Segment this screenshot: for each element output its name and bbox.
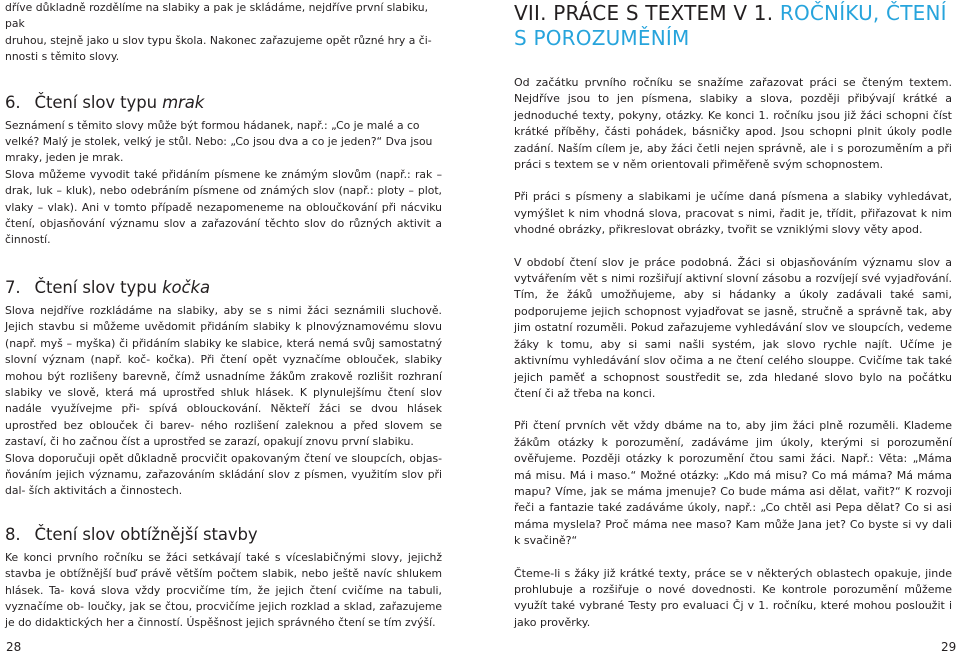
- section-8-number: 8.: [5, 524, 21, 544]
- right-paragraph-1: Od začátku prvního ročníku se snažíme zařazovat práci se čteným textem. Nejdříve jsou to jen písmena, slabiky a slova, později přibývají krátké a jednoduché texty, pokyny, otázky. Ke konci 1. ročníku jsou již žáci schopni číst krátké příběhy, části pohádek, básničky apod. Jsou schopni plnit úkoly podle zadání. Naším cílem je, aby žáci četli nejen správně, ale i s porozuměním a při práci s textem se v něm orientovali přiměřeně svým schopnostem.: [514, 76, 952, 172]
- section-7-number: 7.: [5, 277, 21, 297]
- section-7-paragraph-1: Slova nejdříve rozkládáme na slabiky, aby se s nimi žáci seznámili sluchově. Jejich stavbu si můžeme uvědomit přidáním slabiky k plnovýznamovému slovu (např. myš – myška) či přidáním slabiky ke slabice, která nemá svůj samostatný slovní význam (např. koč- kočka). Při čtení opět vyznačíme oblouček, slabiky mohou být rozlišeny barevně, čímž usnadníme žákům zrakově rozlišit rozhraní slabiky ve slově, která má uprostřed shluk hlásek. K plynulejšímu čtení slov nadále využívejme při- spívá oblouckování. Někteří žáci se dvou hlásek uprostřed bez oblouček či barev- ného rozlišení zaleknou a před slovem se zastaví, či ho začnou číst a uprostřed se zarazí, opakují znovu první slabiku.: [5, 303, 442, 449]
- chapter-title-part-a: VII.: [514, 1, 554, 25]
- section-7-title-prefix: Čtení slov typu: [34, 277, 163, 297]
- right-paragraph-3: V období čtení slov je práce podobná. Žáci si objasňováním významu slov a vytvářením vět s nimi rozšiřují aktivní slovní zásobu a rozvíjejí své vyjadřování. Tím, že žáků umožňujeme, aby si hádanky a úkoly zadávali také sami, podporujeme jejich schopnost vyjadřovat se jasně, stručně a správně tak, aby jim ostatní rozuměli. Pokud zařazujeme vyhledávání slov ve sloupcích, vedeme žáky k tomu, aby si sami našli systém, jak slovo rychle najít. Učíme je aktivnímu vyhledávání slov očima a ne čtení celého slouppe. Cvičíme tak také jejich paměť a schopnost soustředit se, zda hledané slovo bylo na počátku čtení či až třeba na konci.: [514, 255, 952, 400]
- intro-line-3: nnosti s těmito slovy.: [5, 50, 120, 64]
- right-page: [514, 0, 952, 631]
- chapter-title-part-b: PRÁCE S TEXTEM V 1.: [553, 1, 780, 25]
- page-number-right: 29: [941, 640, 957, 654]
- chapter-title-part-c: ROČNÍKU, ČTENÍ: [779, 1, 947, 25]
- right-paragraph-4: Při čtení prvních vět vždy dbáme na to, aby jim žáci plně rozuměli. Klademe žákům otázky k porozumění, zadáváme jim úkoly, kterými si porozumění ověřujeme. Později otázky k porozumění čtou sami žáci. Např.: Věta: „Máma má misu. Má i maso.“ Možné otázky: „Kdo má misu? Co má máma? Má máma mapu? Víme, jak se máma jmenuje? Co bude máma asi dělat, vařit?“ K rozvoji řeči a fantazie také zadáváme úkoly, např.: „Co chtěl asi Pepa dělat? Co si asi máma myslela? Proč máma nee maso? Kam může Jana jet? Co byste si vy dali k svačině?“: [514, 419, 952, 548]
- section-6-paragraph-2: Slova můžeme vyvodit také přidáním písmene ke známým slovům (např.: rak – drak, luk – kluk), nebo odebráním písmene od známých slov (např.: ploty – plot, vlaky – vlak). Ani v tomto případě nezapomeneme na obloučkování při nácviku čtení, objasňování významu slov a zařazování těchto slov do různých aktivit a činností.: [5, 167, 442, 247]
- section-6-heading: [5, 92, 442, 114]
- page-number-left: 28: [6, 640, 22, 654]
- intro-line-1: dříve důkladně rozdělíme na slabiky a pak je skládáme, nejdříve první slabiku, pak: [5, 1, 429, 31]
- right-paragraph-2: Při práci s písmeny a slabikami je učíme daná písmena a slabiky vyhledávat, vymýšlet k nim vhodná slova, pracovat s nimi, řadit je, třídit, přiřazovat k nim vhodné obrázky, přikreslovat obrázky, tvořit se vzniklými slovy věty apod.: [514, 190, 952, 237]
- left-page: [5, 0, 442, 632]
- section-8-heading: [5, 524, 442, 546]
- chapter-title-line-2: S POROZUMĚNÍM: [514, 26, 690, 50]
- section-8-paragraph-1: Ke konci prvního ročníku se žáci setkávají také s víceslabičnými slovy, jejichž stavba je obtížnější buď právě větším počtem slabik, nebo ještě navíc shlukem hlásek. Ta- ková slova vždy procvičíme tím, že jejich čtení cvičíme na tabuli, vyznačíme ob- loučky, jak se čtou, procvičíme jejich rozklad a sklad, zařazujeme je do didaktických her a činností. Úspěšnost jejich správného čtení se tím zvýší.: [5, 550, 442, 630]
- intro-line-2: druhou, stejně jako u slov typu škola. Nakonec zařazujeme opět různé hry a či-: [5, 33, 432, 47]
- right-paragraph-5: Čteme-li s žáky již krátké texty, práce se v některých oblastech opakuje, jinde prohlubuje a rozšiřuje o nové dovednosti. Ke kontrole porozumění můžeme využít také vybrané Testy pro evaluaci Čj v 1. ročníku, které mohou posloužit i jako prověrky.: [514, 566, 952, 629]
- section-6-title-prefix: Čtení slov typu: [34, 92, 163, 112]
- section-8-title: Čtení slov obtížnější stavby: [34, 524, 258, 544]
- section-6-title-word: mrak: [162, 92, 205, 112]
- section-7-heading: [5, 277, 442, 299]
- chapter-title: [514, 1, 952, 26]
- section-7-paragraph-2: Slova doporučuji opět důkladně procvičit opakovaným čtení ve sloupcích, objas- ňováním jejich významu, zařazováním skládání slov z písmen, využitím slov při dal- ších aktivitách a činnostech.: [5, 451, 442, 498]
- section-6-number: 6.: [5, 92, 21, 112]
- section-6-paragraph-1: Seznámení s těmito slovy může být formou hádanek, např.: „Co je malé a co velké? Malý je stolek, velký je stůl. Nebo: „Co jsou dva a co je jeden?“ Dva jsou mraky, jeden je mrak.: [5, 118, 433, 165]
- section-7-title-word: kočka: [162, 277, 210, 297]
